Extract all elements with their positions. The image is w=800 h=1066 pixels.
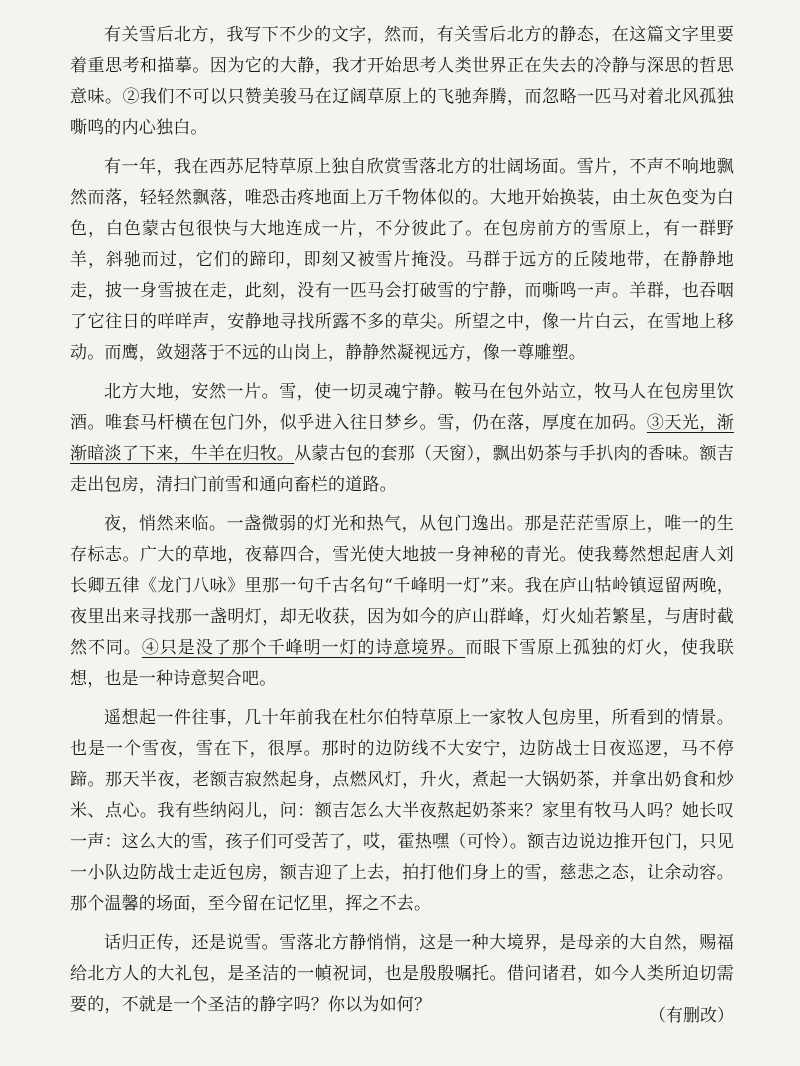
paragraph-3-text-b: 从蒙古包的套那（天窗），飘出奶茶与手扒肉的香味。额吉走出包房，清扫门前雪和通向畜栏的道路。 (70, 444, 734, 495)
paragraph-3 (70, 377, 734, 501)
paragraph-3-text-a: 北方大地，安然一片。雪，使一切灵魂宁静。鞍马在包外站立，牧马人在包房里饮酒。唯套马杆横在包门外，似乎进入往日梦乡。雪，仍在落，厚度在加码。 (70, 382, 734, 433)
paragraph-1: 有关雪后北方，我写下不少的文字，然而，有关雪后北方的静态，在这篇文字里要着重思考和描摹。因为它的大静，我才开始思考人类世界正在失去的冷静与深思的哲思意味。②我们不可以只赞美骏马在辽阔草原上的飞驰奔腾，而忽略一匹马对着北风孤独嘶鸣的内心独白。 (70, 25, 734, 138)
paragraph-4-text-a: 夜，悄然来临。一盏微弱的灯光和热气，从包门逸出。那是茫茫雪原上，唯一的生存标志。广大的草地，夜幕四合，雪光使大地披一身神秘的青光。使我蓦然想起唐人刘长卿五律《龙门八咏》里那一句千古名句“千峰明一灯”来。我在庐山牯岭镇逗留两晚，夜里出来寻找那一盏明灯，却无收获，因为如今的庐山群峰，灯火灿若繁星，与唐时截然不同。 (70, 514, 734, 658)
paragraph-2: 有一年，我在西苏尼特草原上独自欣赏雪落北方的壮阔场面。雪片，不声不响地飘然而落，轻轻然飘落，唯恐击疼地面上万千物体似的。大地开始换装，由土灰色变为白色，白色蒙古包很快与大地连成一片，不分彼此了。在包房前方的雪原上，有一群野羊，斜驰而过，它们的蹄印，即刻又被雪片掩没。马群于远方的丘陵地带，在静静地走，披一身雪披在走，此刻，没有一匹马会打破雪的宁静，而嘶鸣一声。羊群，也吞咽了它往日的咩咩声，安静地寻找所露不多的草尖。所望之中，像一片白云，在雪地上移动。而鹰，敛翅落于不远的山岗上，静静然凝视远方，像一尊雕塑。 (70, 157, 734, 363)
edit-note: （有删改） (649, 1006, 734, 1026)
paragraph-5: 遥想起一件往事，几十年前我在杜尔伯特草原上一家牧人包房里，所看到的情景。也是一个雪夜，雪在下，很厚。那时的边防线不大安宁，边防战士日夜巡逻，马不停蹄。那天半夜，老额吉寂然起身，点燃风灯，升火，煮起一大锅奶茶，并拿出奶食和炒米、点心。我有些纳闷儿，问：额吉怎么大半夜熬起奶茶来？家里有牧马人吗？她长叹一声：这么大的雪，孩子们可受苦了，哎，霍热嘿（可怜）。额吉边说边推开包门，只见一小队边防战士走近包房，额吉迎了上去，拍打他们身上的雪，慈悲之态，让余动容。那个温馨的场面，至今留在记忆里，挥之不去。 (70, 708, 734, 914)
paragraph-6: 话归正传，还是说雪。雪落北方静悄悄，这是一种大境界，是母亲的大自然，赐福给北方人的大礼包，是圣洁的一幀祝词，也是殷殷嘱托。借问诸君，如今人类所迫切需要的，不就是一个圣洁的静字吗？你以为如何？ (70, 933, 734, 1015)
underlined-sentence-3: ③天光，渐渐暗淡了下来，牛羊在归牧。 (70, 413, 734, 464)
paragraph-4 (70, 509, 734, 695)
paragraph-4-text-b: 而眼下雪原上孤独的灯火，使我联想，也是一种诗意契合吧。 (70, 638, 734, 689)
underlined-sentence-4: ④只是没了那个千峰明一灯的诗意境界。 (141, 638, 466, 658)
